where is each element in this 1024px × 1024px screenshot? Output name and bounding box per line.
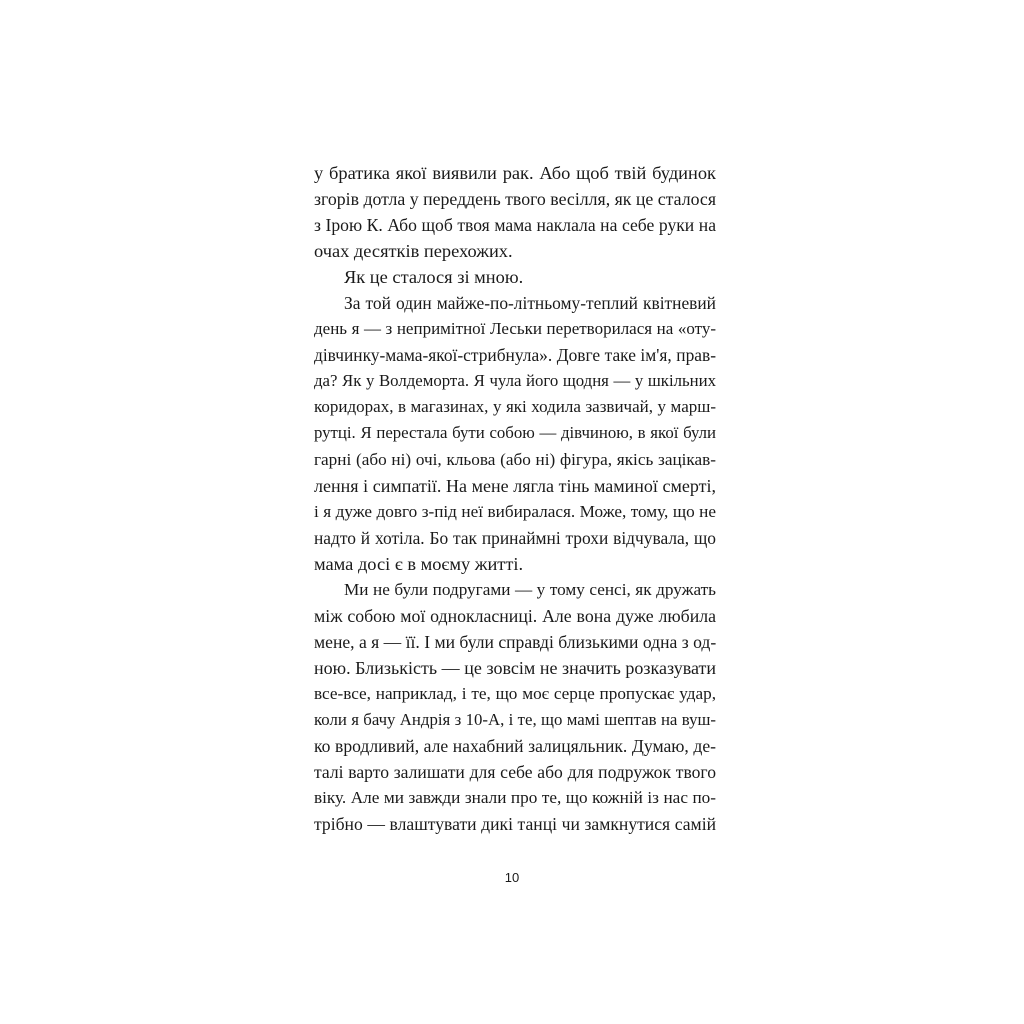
text-line: з Ірою К. Або щоб твоя мама наклала на себе руки на <box>314 215 716 236</box>
text-line: і я дуже довго з-під неї вибиралася. Може, тому, що не <box>314 501 716 521</box>
text-line: талі варто залишати для себе або для подружок твого <box>314 762 716 783</box>
text-line: очах десятків перехожих. <box>314 241 513 262</box>
paragraph <box>314 577 716 837</box>
paragraph <box>314 264 716 290</box>
text-line: трібно — влаштувати дикі танці чи замкнутися самій <box>314 814 716 835</box>
text-line: коли я бачу Андрія з 10-А, і те, що мамі шептав на вуш- <box>314 709 716 729</box>
text-line: рутці. Я перестала бути собою — дівчиною, в якої були <box>314 423 716 443</box>
text-line: надто й хотіла. Бо так принаймні трохи відчувала, що <box>314 527 716 548</box>
text-line: день я — з непримітної Леськи перетворилася на «оту- <box>314 319 716 339</box>
body-text <box>314 160 716 837</box>
text-line: коридорах, в магазинах, у які ходила зазвичай, у марш- <box>314 397 716 417</box>
text-line: мама досі є в моєму житті. <box>314 553 524 574</box>
text-line: ко вродливий, але нахабний залицяльник. Думаю, де- <box>314 736 716 757</box>
text-line: ною. Близькість — це зовсім не значить розказувати <box>314 657 716 678</box>
text-line: да? Як у Волдеморта. Я чула його щодня — у шкільних <box>314 371 716 391</box>
text-line: згорів дотла у переддень твого весілля, як це сталося <box>314 189 716 210</box>
text-line: гарні (або ні) очі, кльова (або ні) фігура, якісь зацікав- <box>314 449 716 469</box>
text-line: За той один майже-по-літньому-теплий квітневий <box>344 293 716 314</box>
paragraph <box>314 160 716 264</box>
text-line: Ми не були подругами — у тому сенсі, як дружать <box>344 579 716 599</box>
text-line: дівчинку-мама-якої-стрибнула». Довге таке ім'я, прав- <box>314 345 716 366</box>
text-line: лення і симпатії. На мене лягла тінь маминої смерті, <box>314 475 716 496</box>
text-line: у братика якої виявили рак. Або щоб твій будинок <box>314 163 716 183</box>
text-line: мене, а я — її. І ми були справді близькими одна з од- <box>314 631 717 652</box>
text-line: Як це сталося зі мною. <box>344 267 524 288</box>
text-line: між собою мої однокласниці. Але вона дуже любила <box>314 605 716 626</box>
paragraph <box>314 290 716 577</box>
text-line: все-все, наприклад, і те, що моє серце пропускає удар, <box>314 683 716 703</box>
text-line: віку. Але ми завжди знали про те, що кожній із нас по- <box>314 788 716 808</box>
page-number: 10 <box>504 870 520 885</box>
